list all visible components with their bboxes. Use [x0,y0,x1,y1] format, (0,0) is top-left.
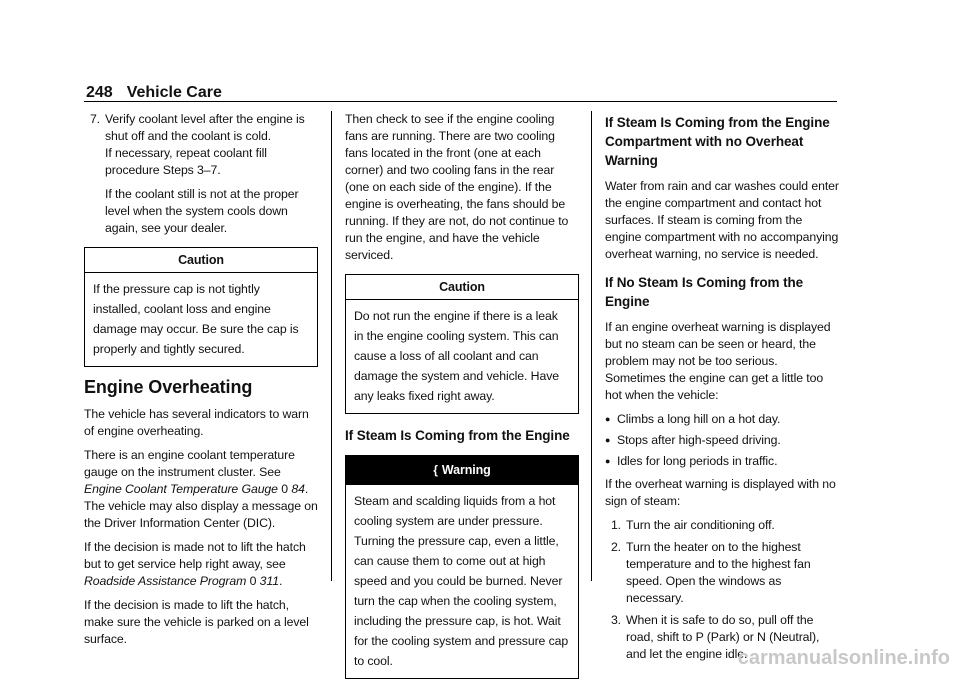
bullet-item: ● Climbs a long hill on a hot day. [605,412,781,426]
page-header [86,84,222,102]
bullet-icon: ● [605,456,611,466]
caution-box [345,274,579,414]
caution-title: Caution [346,275,578,300]
warning-box [345,455,579,679]
warning-body: Steam and scalding liquids from a hot cooling system are under pressure. Turning the pressure cap, even a little, can cause them to come out at high speed and you could be burned. Never turn the cap when the cooling system, including the pressure cap, is hot. Wait for the cooling system and pressure cap to cool. [354,494,569,668]
page-ref-icon: 0 [249,574,257,588]
column-1 [84,111,318,655]
section-title: Vehicle Care [126,84,222,101]
step-3: 3. When it is safe to do so, pull off the road, shift to P (Park) or N (Neutral), and let the engine idle. [610,613,820,661]
watermark: carmanualsonline.info [737,647,950,669]
page-ref[interactable]: 84 [291,482,305,496]
subsection-heading: If No Steam Is Coming from the Engine [605,275,804,309]
subsection-heading: If Steam Is Coming from the Engine [345,428,570,443]
column-3 [605,111,839,663]
step-text: Verify coolant level after the engine is shut off and the coolant is cold. [105,112,305,143]
warning-title: Warning [441,463,491,477]
page-ref-icon: 0 [281,482,288,496]
bullet-icon: ● [605,414,611,424]
step-1: 1. Turn the air conditioning off. [610,518,775,532]
paragraph: There is an engine coolant temperature gauge on the instrument cluster. See Engine Coolant Temperature Gauge 0 84. The vehicle may also display a message on the Driver Information Center (DIC). [84,448,318,530]
page-ref[interactable]: 311 [259,574,279,588]
paragraph: Water from rain and car washes could enter the engine compartment and contact hot surfaces. If steam is coming from the engine compartment with no accompanying overheat warning, no service is needed. [605,179,839,261]
column-divider [331,111,332,581]
warning-icon: { [433,463,438,477]
bullet-icon: ● [605,435,611,445]
bullet-item: ● Idles for long periods in traffic. [605,454,778,468]
paragraph: If the decision is made not to lift the hatch but to get service help right away, see Roadside Assistance Program 0 311. [84,540,306,588]
page-number: 248 [86,84,113,101]
paragraph: If an engine overheat warning is displayed but no steam can be seen or heard, the problem may not be too serious. Sometimes the engine can get a little too hot when the vehicle: [605,320,831,402]
caution-box [84,247,318,367]
step-number: 7. [89,112,100,126]
paragraph: The vehicle has several indicators to warn of engine overheating. [84,407,309,438]
section-heading: Engine Overheating [84,377,253,397]
bullet-item: ● Stops after high-speed driving. [605,433,781,447]
step-note: If the coolant still is not at the proper level when the system cools down again, see your dealer. [105,187,299,235]
column-2 [345,111,579,691]
paragraph: Then check to see if the engine cooling fans are running. There are two cooling fans located in the front (one at each corner) and two cooling fans in the rear (one on each side of the engine). If the engine is overheating, the fans should be running. If they are not, do not continue to run the engine, and have the vehicle serviced. [345,112,569,262]
paragraph: If the decision is made to lift the hatch, make sure the vehicle is parked on a level surface. [84,598,309,646]
warning-header [346,456,578,485]
link-roadside-assistance[interactable]: Roadside Assistance Program [84,574,247,588]
step-7 [84,111,318,145]
column-divider [591,111,592,581]
step-note: If necessary, repeat coolant fill procedure Steps 3–7. [105,146,267,177]
link-coolant-gauge[interactable]: Engine Coolant Temperature Gauge [84,482,278,496]
paragraph: If the overheat warning is displayed with no sign of steam: [605,477,836,508]
subsection-heading: If Steam Is Coming from the Engine Compartment with no Overheat Warning [605,115,830,168]
caution-body: Do not run the engine if there is a leak in the engine cooling system. This can cause a loss of all coolant and can damage the system and vehicle. Have any leaks fixed right away. [354,309,559,403]
step-2: 2. Turn the heater on to the highest temperature and to the highest fan speed. Open the windows as necessary. [610,540,811,605]
header-rule [84,101,837,102]
caution-body: If the pressure cap is not tightly installed, coolant loss and engine damage may occur. Be sure the cap is properly and tightly secured. [93,282,299,356]
caution-title: Caution [85,248,317,273]
